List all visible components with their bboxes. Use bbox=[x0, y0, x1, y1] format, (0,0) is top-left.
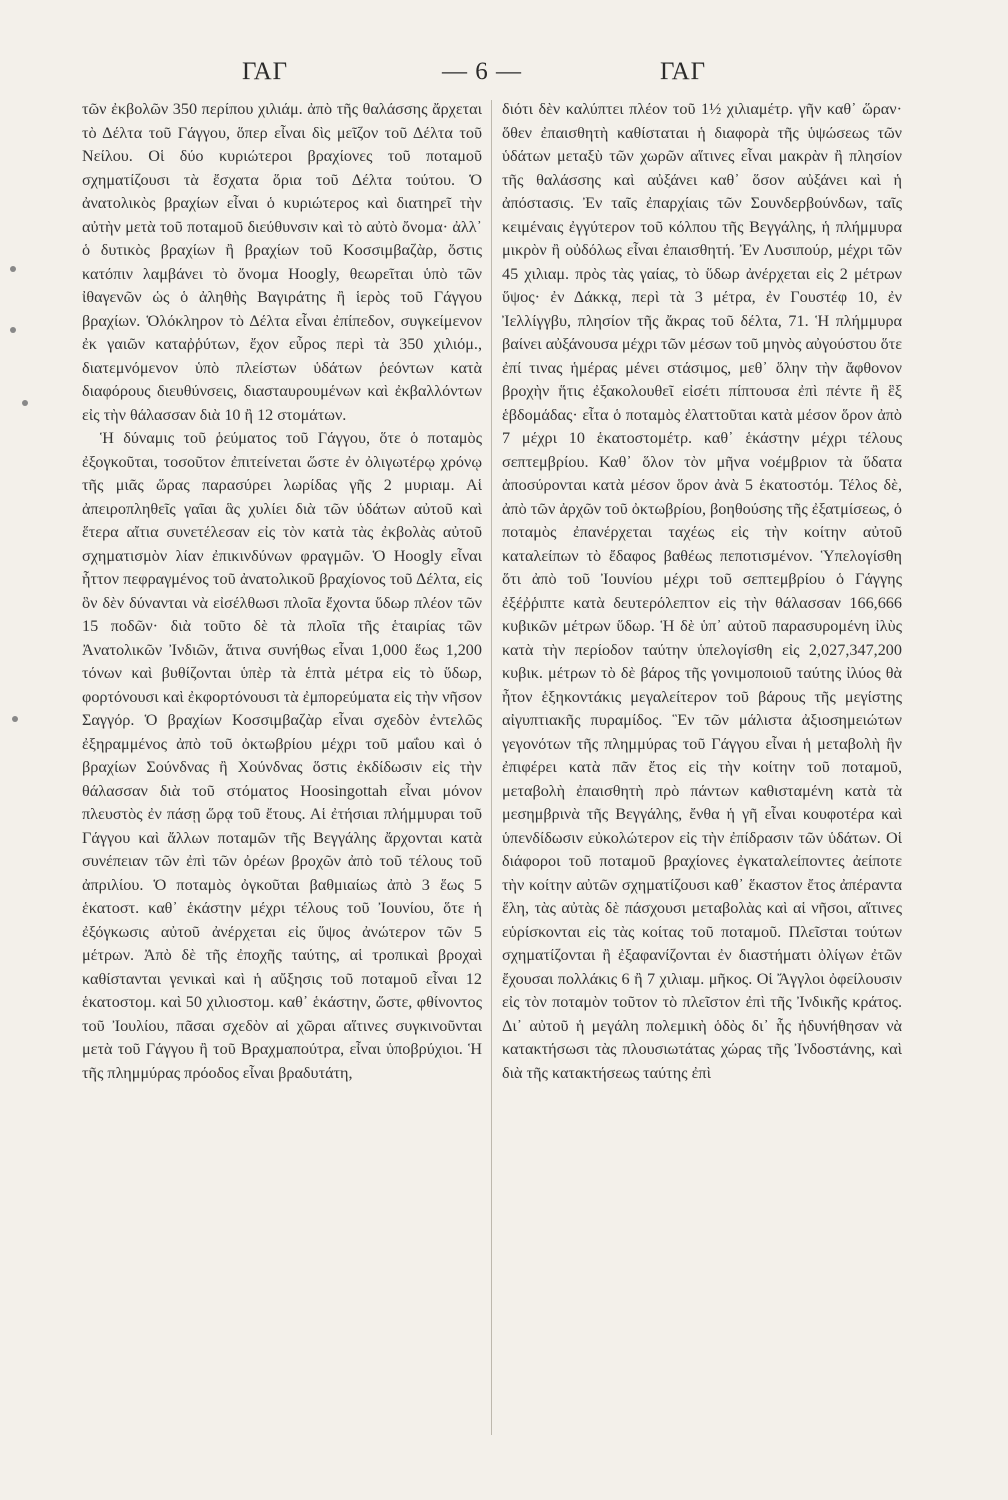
left-paragraph-1: τῶν ἐκβολῶν 350 περίπου χιλιάμ. ἀπὸ τῆς θαλάσσης ἄρχεται τὸ Δέλτα τοῦ Γάγγου, ὅπερ εἶναι δὶς μεῖζον τοῦ Δέλτα τοῦ Νείλου. Οἱ δύο κυριώτεροι βραχίονες τοῦ ποταμοῦ σχηματίζουσι τὰ ἔσχατα ὅρια τοῦ Δέλτα τούτου. Ὁ ἀνατολικὸς βραχίων εἶναι ὁ κυριώτερος καὶ διατηρεῖ τὴν αὐτὴν μετὰ τοῦ ποταμοῦ διεύθυνσιν καὶ τὸ αὐτὸ ὄνομα· ἀλλ᾽ ὁ δυτικὸς βραχίων ἢ βραχίων τοῦ Κοσσιμβαζὰρ, ὅστις κατόπιν λαμβάνει τὸ ὄνομα Hoogly, θεωρεῖται ὑπὸ τῶν ἰθαγενῶν ὡς ὁ ἀληθὴς Βαγιράτης ἢ ἱερὸς τοῦ Γάγγου βραχίων. Ὁλόκληρον τὸ Δέλτα εἶναι ἐπίπεδον, συγκείμενον ἐκ γαιῶν καταῤῥύτων, ἔχον εὖρος περὶ τὰ 350 χιλιόμ., διατεμνόμενον ὑπὸ πλείστων ὑδάτων ῥεόντων κατὰ διαφόρους διευθύνσεις, διασταυρουμένων καὶ ἐκβαλλόντων εἰς τὴν θάλασσαν διὰ 10 ἢ 12 στομάτων. bbox=[82, 100, 482, 424]
scan-speck bbox=[22, 400, 28, 406]
page-header bbox=[72, 58, 936, 98]
right-column bbox=[502, 98, 902, 1085]
scan-speck bbox=[10, 266, 16, 272]
right-paragraph-1: διότι δὲν καλύπτει πλέον τοῦ 1½ χιλιαμέτρ. γῆν καθ᾽ ὥραν· ὅθεν ἐπαισθητὴ καθίσταται ἡ διαφορὰ τῆς ὑψώσεως τῶν ὑδάτων μεταξὺ τῶν χωρῶν αἵτινες εἶναι μακρὰν ἢ πλησίον τῆς θαλάσσης καὶ αὐξάνει καθ᾽ ὅσον αὐξάνει καὶ ἡ ἀπόστασις. Ἐν ταῖς ἐπαρχίαις τῶν Σουνδερβούνδων, ταῖς κειμέναις ἐγγύτερον τοῦ κόλπου τῆς Βεγγάλης, ἡ πλήμμυρα μικρὸν ἢ οὐδόλως εἶναι ἐπαισθητή. Ἐν Λυσιπούρ, μέχρι τῶν 45 χιλιαμ. πρὸς τὰς γαίας, τὸ ὕδωρ ἀνέρχεται εἰς 2 μέτρων ὕψος· ἐν Δάκκᾳ, περὶ τὰ 3 μέτρα, ἐν Γουστέφ 10, ἐν Ἰελλίγγβυ, πλησίον τῆς ἄκρας τοῦ δέλτα, 71. Ἡ πλήμμυρα βαίνει αὐξάνουσα μέχρι τῶν μέσων τοῦ μηνὸς αὐγούστου ὅτε ἐπί τινας ἡμέρας μένει στάσιμος, μεθ᾽ ὅλην τὴν ἄφθονον βροχὴν ἥτις ἐξακολουθεῖ εἰσέτι πίπτουσα ἐπὶ πέντε ἢ ἓξ ἑβδομάδας· εἶτα ὁ ποταμὸς ἐλαττοῦται κατὰ μέσον ὅρον ἀπὸ 7 μέχρι 10 ἑκατοστομέτρ. καθ᾽ ἑκάστην μέχρι τέλους σεπτεμβρίου. Καθ᾽ ὅλον τὸν μῆνα νοέμβριον τὰ ὕδατα ἀποσύρονται κατὰ μέσον ὅρον ἀνὰ 5 ἑκατοστόμ. Τέλος δὲ, ἀπὸ τῶν ἀρχῶν τοῦ ὀκτωβρίου, βοηθούσης τῆς ἐξατμίσεως, ὁ ποταμὸς ἐπανέρχεται ταχέως εἰς τὴν κοίτην αὐτοῦ καταλείπων τὸ ἔδαφος βαθέως πεποτισμένον. Ὑπελογίσθη ὅτι ἀπὸ τοῦ Ἰουνίου μέχρι τοῦ σεπτεμβρίου ὁ Γάγγης ἐξέῤῥιπτε κατὰ δευτερόλεπτον εἰς τὴν θάλασσαν 166,666 κυβικῶν μέτρων ὕδωρ. Ἡ δὲ ὑπ᾽ αὐτοῦ παρασυρομένη ἰλὺς κατὰ τὴν περίοδον ταύτην ὑπελογίσθη εἰς 2,027,347,200 κυβικ. μέτρων τὸ δὲ βάρος τῆς γονιμοποιοῦ ταύτης ἰλύος θὰ ἦτον ἑξηκοντάκις μεγαλείτερον τοῦ βάρους τῆς μεγίστης αἰγυπτιακῆς πυραμίδος. Ἓν τῶν μάλιστα ἀξιοσημειώτων γεγονότων τῆς πλημμύρας τοῦ Γάγγου εἶναι ἡ μεταβολὴ ἣν ἐπιφέρει κατὰ πᾶν ἔτος εἰς τὴν κοίτην τοῦ ποταμοῦ, μεταβολὴ ἐπαισθητὴ πρὸ πάντων καθισταμένη κατὰ τὰ μεσημβρινὰ τῆς Βεγγάλης, ἔνθα ἡ γῆ εἶναι κουφοτέρα καὶ ὑπενδίδωσιν εὐκολώτερον εἰς τὴν ἐπίδρασιν τῶν ὑδάτων. Οἱ διάφοροι τοῦ ποταμοῦ βραχίονες ἐγκαταλείποντες ἀείποτε τὴν κοίτην αὐτῶν σχηματίζουσι καθ᾽ ἕκαστον ἔτος ἀπέραντα ἕλη, τὰς αὐτὰς δὲ πάσχουσι μεταβολὰς καὶ αἱ νῆσοι, αἵτινες εὑρίσκονται εἰς τὰς κοίτας τοῦ ποταμοῦ. Πλεῖσται τούτων σχηματίζονται ἢ ἐξαφανίζονται ἐν διαστήματι ὀλίγων ἐτῶν ἔχουσαι πολλάκις 6 ἢ 7 χιλιαμ. μῆκος. Οἱ Ἄγγλοι ὀφείλουσιν εἰς τὸν ποταμὸν τοῦτον τὸ πλεῖστον ἐπὶ τῆς Ἰνδικῆς κράτος. Δι᾽ αὐτοῦ ἡ μεγάλη πολεμικὴ ὁδὸς δι᾽ ἧς ἠδυνήθησαν νὰ κατακτήσωσι τὰς πλουσιωτάτας χώρας τῆς Ἰνδοστάνης, καὶ διὰ τῆς κατακτήσεως ταύτης ἐπὶ bbox=[502, 100, 902, 1082]
left-paragraph-2: Ἡ δύναμις τοῦ ῥεύματος τοῦ Γάγγου, ὅτε ὁ ποταμὸς ἐξογκοῦται, τοσοῦτον ἐπιτείνεται ὥστε ἐν ὀλιγωτέρῳ χρόνῳ τῆς μιᾶς ὥρας παρασύρει λωρίδας γῆς 2 μυριαμ. Αἱ ἀπειροπληθεῖς γαῖαι ἃς χυλίει διὰ τῶν ὑδάτων αὐτοῦ καὶ ἕτερα αἴτια συνετέλεσαν εἰς τὸν κατὰ τὰς ἐκβολὰς αὐτοῦ σχηματισμὸν λίαν ἐπικινδύνων φραγμῶν. Ὁ Hoogly εἶναι ἧττον πεφραγμένος τοῦ ἀνατολικοῦ βραχίονος τοῦ Δέλτα, εἰς ὃν δὲν δύνανται νὰ εἰσέλθωσι πλοῖα ἔχοντα ὕδωρ πλέον τῶν 15 ποδῶν· διὰ τοῦτο δὲ τὰ πλοῖα τῆς ἑταιρίας τῶν Ἀνατολικῶν Ἰνδιῶν, ἅτινα συνήθως εἶναι 1,000 ἕως 1,200 τόνων καὶ βυθίζονται ὑπὲρ τὰ ἑπτὰ μέτρα εἰς τὸ ὕδωρ, φορτόνουσι καὶ ἐκφορτόνουσι τὰ ἐμπορεύματα εἰς τὴν νῆσον Σαγγόρ. Ὁ βραχίων Κοσσιμβαζὰρ εἶναι σχεδὸν ἐντελῶς ἐξηραμμένος ἀπὸ τοῦ ὀκτωβρίου μέχρι τοῦ μαΐου καὶ ὁ βραχίων Σούνδνας ἢ Χούνδνας ὅστις ἐκδίδωσιν εἰς τὴν θάλασσαν διὰ τοῦ στόματος Hoosingottah εἶναι μόνον πλευστὸς ἐν πάσῃ ὥρᾳ τοῦ ἔτους. Αἱ ἐτήσιαι πλήμμυραι τοῦ Γάγγου καὶ ἄλλων ποταμῶν τῆς Βεγγάλης ἄρχονται κατὰ συνέπειαν τῶν ἐπὶ τῶν ὀρέων βροχῶν ἀπὸ τοῦ τέλους τοῦ ἀπριλίου. Ὁ ποταμὸς ὀγκοῦται βαθμιαίως ἀπὸ 3 ἕως 5 ἑκατοστ. καθ᾽ ἑκάστην μέχρι τέλους τοῦ Ἰουνίου, ὅτε ἡ ἐξόγκωσις αὐτοῦ ἀνέρχεται εἰς ὕψος ἀνώτερον τῶν 5 μέτρων. Ἀπὸ δὲ τῆς ἐποχῆς ταύτης, αἱ τροπικαὶ βροχαὶ καθίστανται γενικαὶ καὶ ἡ αὔξησις τοῦ ποταμοῦ εἶναι 12 ἑκατοστομ. καὶ 50 χιλιοστομ. καθ᾽ ἑκάστην, ὥστε, φθίνοντος τοῦ Ἰουλίου, πᾶσαι σχεδὸν αἱ χῶραι αἵτινες συγκινοῦνται μετὰ τοῦ Γάγγου ἢ τοῦ Βραχμαπούτρα, εἶναι ὑποβρύχιοι. Ἡ τῆς πλημμύρας πρόοδος εἶναι βραδυτάτη, bbox=[82, 429, 482, 1082]
text-columns bbox=[82, 98, 926, 1438]
header-right-word: ΓΑΓ bbox=[660, 58, 707, 85]
scan-speck bbox=[10, 327, 16, 333]
scan-speck bbox=[12, 716, 18, 722]
header-left-word: ΓΑΓ bbox=[242, 58, 289, 85]
page-number: — 6 — bbox=[442, 58, 522, 85]
left-column bbox=[82, 98, 482, 1085]
